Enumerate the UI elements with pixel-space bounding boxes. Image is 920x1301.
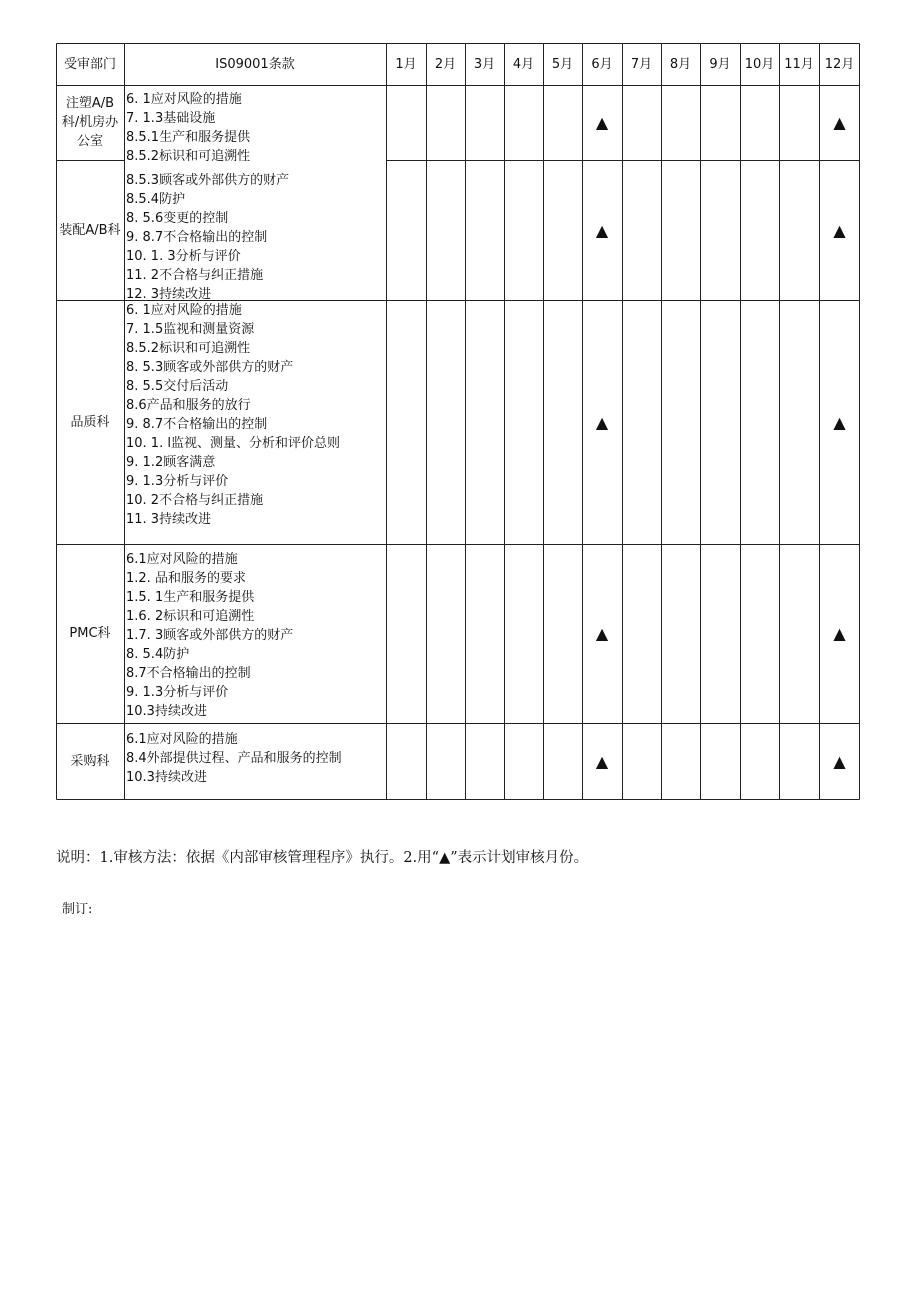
month-cell — [426, 160, 465, 300]
clause-item: 7. 1.5监视和测量资源 — [126, 322, 255, 337]
clause-item: 6. 1应对风险的措施 — [126, 303, 242, 318]
month-cell: ▲ — [595, 624, 609, 643]
month-cell — [465, 85, 504, 160]
month-cell — [740, 300, 779, 544]
clause-item: 8. 5.3顾客或外部供方的财产 — [126, 360, 294, 375]
clause-item: 8. 5.4防护 — [126, 647, 190, 662]
clause-item: 8.4外部提供过程、产品和服务的控制 — [126, 751, 342, 766]
clause-list — [124, 730, 386, 800]
month-cell — [779, 544, 819, 723]
header-month: 8月 — [669, 56, 692, 72]
month-cell: ▲ — [833, 624, 846, 643]
clause-item: 9. 1.2顾客满意 — [126, 455, 216, 470]
clause-item: 10. 1. l监视、测量、分析和评价总则 — [126, 436, 340, 451]
month-cell — [386, 723, 426, 800]
month-cell — [543, 160, 582, 300]
header-month: 4月 — [512, 56, 535, 72]
month-cell — [622, 544, 661, 723]
month-cell — [622, 160, 661, 300]
month-cell — [543, 85, 582, 160]
header-month: 9月 — [709, 56, 731, 72]
month-cell — [622, 300, 661, 544]
month-cell — [543, 300, 582, 544]
clause-item: 8.5.1生产和服务提供 — [126, 130, 251, 145]
month-cell: ▲ — [833, 412, 846, 432]
month-cell — [700, 160, 740, 300]
department-cell: 采购科 — [70, 754, 110, 769]
prepared-by-label: 制订: — [62, 902, 93, 917]
month-cell — [386, 85, 426, 160]
month-cell — [465, 160, 504, 300]
clause-list — [124, 301, 386, 544]
month-cell — [426, 723, 465, 800]
month-cell — [622, 723, 661, 800]
clause-item: 6. 1应对风险的措施 — [126, 92, 242, 107]
month-cell — [779, 160, 819, 300]
month-cell — [661, 723, 700, 800]
header-month: 12月 — [824, 56, 855, 72]
month-cell — [386, 300, 426, 544]
explanation-note: 说明：1.审核方法：依据《内部审核管理程序》执行。2.用“▲”表示计划审核月份。 — [56, 850, 589, 866]
clause-list — [124, 171, 386, 300]
month-cell — [504, 300, 543, 544]
clause-item: 6.1应对风险的措施 — [126, 732, 238, 747]
month-cell — [504, 160, 543, 300]
clause-item: 9. 1.3分析与评价 — [126, 685, 229, 700]
month-cell — [426, 85, 465, 160]
clause-item: 8.5.2标识和可追溯性 — [126, 341, 251, 356]
header-month: 2月 — [434, 56, 457, 72]
month-cell — [700, 723, 740, 800]
clause-item: 6.1应对风险的措施 — [126, 552, 238, 567]
clause-item: 1.7. 3顾客或外部供方的财产 — [126, 628, 294, 643]
month-cell — [740, 160, 779, 300]
month-cell — [426, 544, 465, 723]
month-cell — [779, 300, 819, 544]
clause-item: 8.5.4防护 — [126, 192, 186, 207]
clause-item: 8. 5.6变更的控制 — [126, 211, 229, 226]
header-month: 7月 — [630, 56, 653, 72]
month-cell: ▲ — [833, 113, 846, 132]
header-month: 10月 — [744, 56, 775, 72]
clause-list — [124, 90, 386, 166]
clause-item: 9. 8.7不合格输出的控制 — [126, 417, 268, 432]
header-clause: IS09001条款 — [215, 56, 295, 72]
clause-item: 12. 3持续改进 — [126, 287, 212, 300]
month-cell — [426, 300, 465, 544]
header-month: 5月 — [551, 56, 574, 72]
clause-item: 1.5. 1生产和服务提供 — [126, 590, 255, 605]
clause-item: 8.5.2标识和可追溯性 — [126, 149, 251, 164]
month-cell — [740, 85, 779, 160]
header-department: 受审部门 — [63, 56, 116, 72]
department-cell: 装配A/B科 — [59, 222, 121, 238]
clause-item: 9. 1.3分析与评价 — [126, 474, 229, 489]
department-cell: PMC科 — [69, 626, 111, 641]
month-cell — [465, 300, 504, 544]
month-cell — [700, 544, 740, 723]
month-cell — [779, 723, 819, 800]
audit-plan-table — [56, 43, 860, 800]
month-cell — [465, 544, 504, 723]
month-cell: ▲ — [833, 752, 846, 771]
header-month: 6月 — [591, 56, 613, 72]
department-cell: 注塑A/B科/机房办公室 — [61, 96, 119, 149]
month-cell: ▲ — [595, 752, 609, 771]
month-cell: ▲ — [595, 113, 609, 132]
clause-item: 11. 3持续改进 — [126, 512, 212, 527]
clause-item: 8. 5.5交付后活动 — [126, 379, 229, 394]
clause-item: 9. 8.7不合格输出的控制 — [126, 230, 268, 245]
clause-item: 8.5.3顾客或外部供方的财产 — [126, 173, 290, 188]
clause-item: 10. 1. 3分析与评价 — [126, 249, 241, 264]
month-cell — [661, 300, 700, 544]
clause-item: 1.2. 品和服务的要求 — [126, 571, 246, 586]
month-cell — [504, 723, 543, 800]
month-cell: ▲ — [595, 220, 609, 240]
month-cell — [700, 85, 740, 160]
header-month: 3月 — [473, 56, 496, 72]
month-cell — [543, 723, 582, 800]
month-cell — [661, 85, 700, 160]
month-cell — [465, 723, 504, 800]
month-cell — [740, 723, 779, 800]
month-cell — [740, 544, 779, 723]
clause-list — [124, 550, 386, 723]
month-cell — [622, 85, 661, 160]
month-cell — [504, 544, 543, 723]
clause-item: 10. 2不合格与纠正措施 — [126, 493, 264, 508]
clause-item: 8.6产品和服务的放行 — [126, 398, 251, 413]
clause-item: 7. 1.3基础设施 — [126, 111, 216, 126]
department-cell: 品质科 — [70, 414, 110, 430]
month-cell — [779, 85, 819, 160]
clause-item: 1.6. 2标识和可追溯性 — [126, 609, 255, 624]
header-month: 1月 — [395, 56, 417, 72]
clause-item: 10.3持续改进 — [126, 770, 207, 785]
clause-item: 10.3持续改进 — [126, 704, 207, 719]
month-cell — [386, 160, 426, 300]
clause-item: 11. 2不合格与纠正措施 — [126, 268, 264, 283]
month-cell: ▲ — [595, 412, 609, 432]
month-cell — [661, 160, 700, 300]
clause-item: 8.7不合格输出的控制 — [126, 666, 251, 681]
month-cell — [543, 544, 582, 723]
month-cell — [504, 85, 543, 160]
month-cell — [386, 544, 426, 723]
month-cell — [661, 544, 700, 723]
month-cell — [700, 300, 740, 544]
month-cell: ▲ — [833, 220, 846, 240]
header-month: 11月 — [784, 56, 814, 72]
